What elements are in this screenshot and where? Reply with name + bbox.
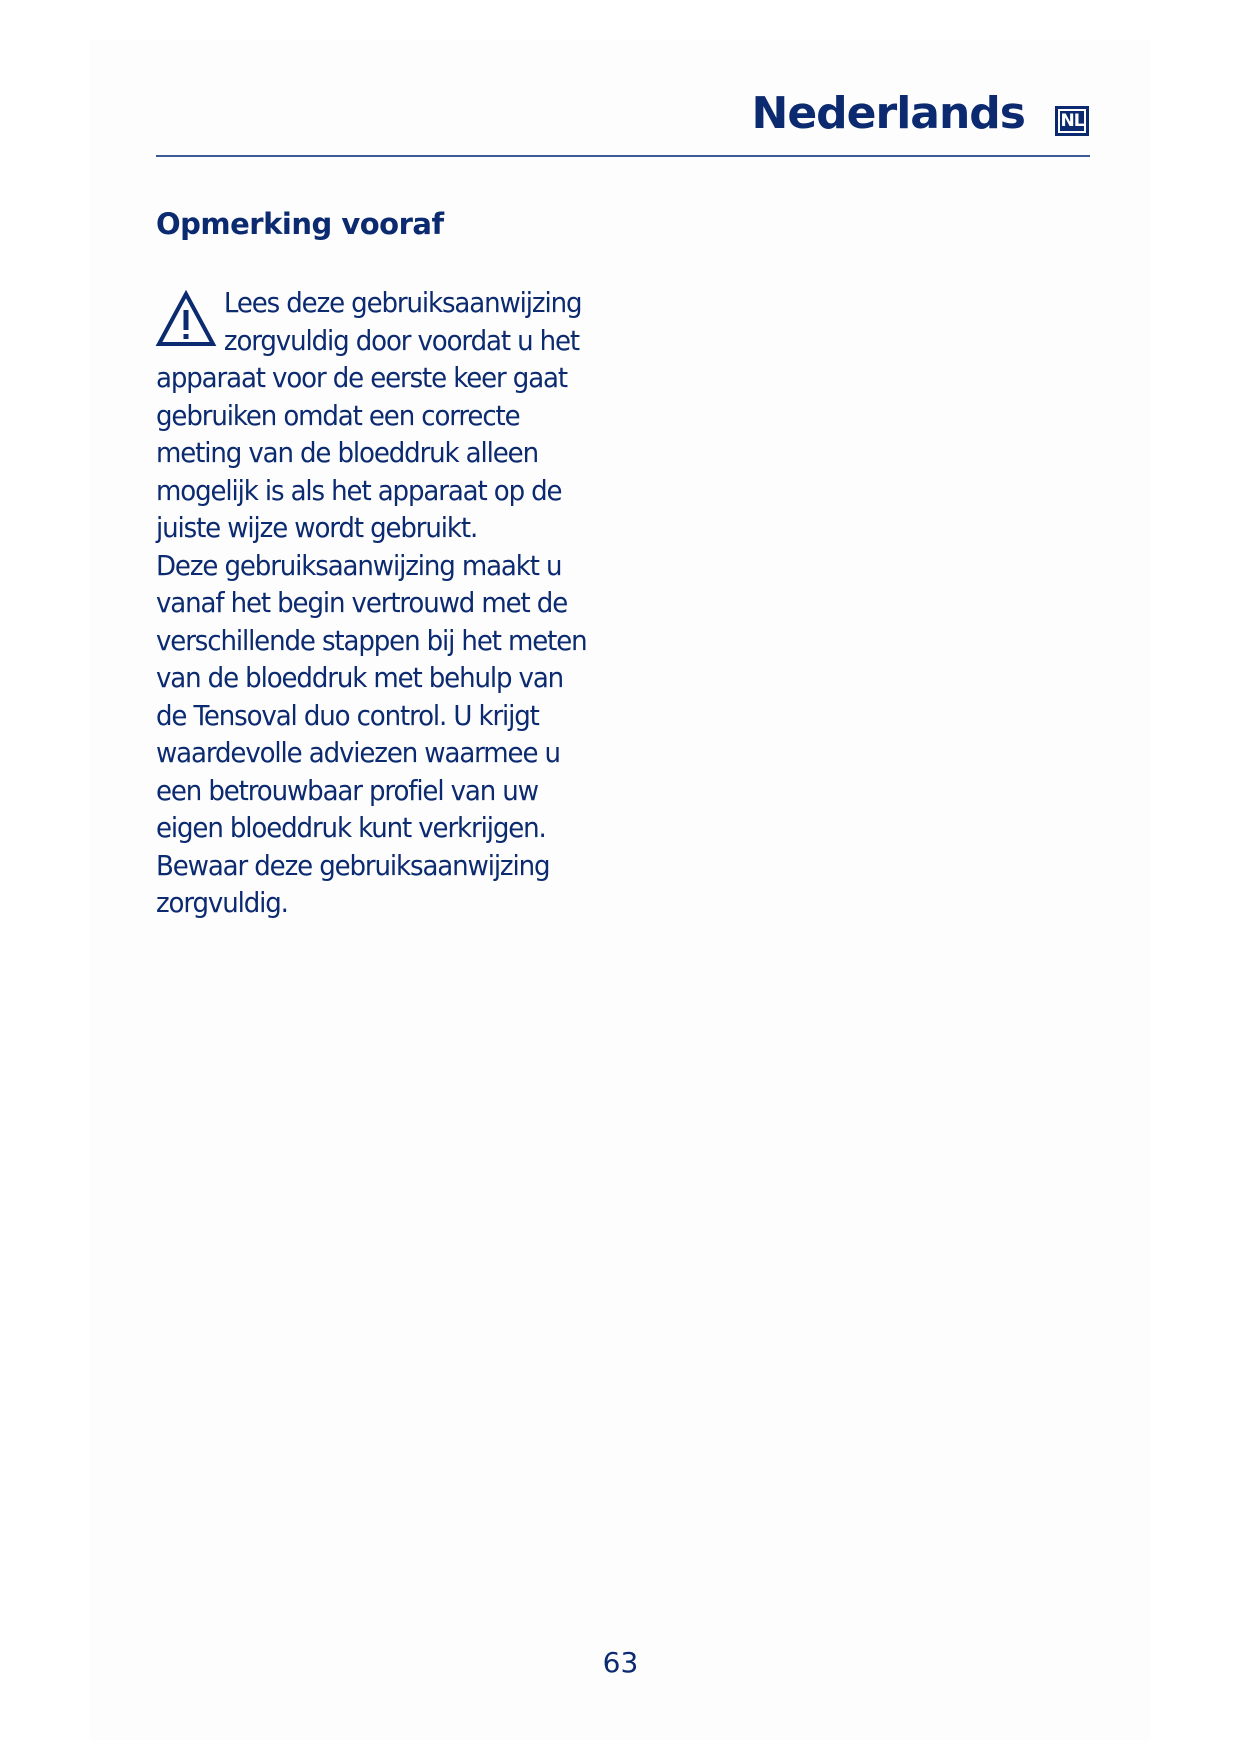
body-line: gebruiken omdat een correcte: [156, 398, 520, 432]
body-line: meting van de bloeddruk alleen: [156, 436, 538, 469]
header-divider: [156, 155, 1090, 157]
body-line: de Tensoval duo control. U krijgt: [156, 698, 539, 732]
body-line: Deze gebruiksaanwijzing maakt u: [156, 548, 562, 582]
body-line: verschillende stappen bij het meten: [156, 623, 587, 657]
body-line: Lees deze gebruiksaanwijzing: [223, 286, 582, 319]
body-line: zorgvuldig door voordat u het: [223, 323, 580, 357]
body-line: apparaat voor de eerste keer gaat: [156, 361, 568, 394]
language-badge: NL: [1055, 106, 1089, 136]
body-line: eigen bloeddruk kunt verkrijgen.: [156, 811, 546, 844]
body-line: Bewaar deze gebruiksaanwijzing: [156, 848, 550, 882]
page-header-title: Nederlands: [751, 88, 1025, 139]
body-line: juiste wijze wordt gebruikt.: [156, 511, 478, 544]
body-line: een betrouwbaar profiel van uw: [156, 773, 538, 807]
body-line: waardevolle adviezen waarmee u: [156, 736, 560, 769]
body-line: zorgvuldig.: [156, 886, 288, 919]
body-line: van de bloeddruk met behulp van: [156, 661, 564, 694]
page-number: 63: [602, 1646, 639, 1679]
body-line: vanaf het begin vertrouwd met de: [156, 586, 568, 619]
section-heading: Opmerking vooraf: [156, 207, 444, 241]
body-paragraph: [156, 284, 593, 922]
body-line: mogelijk is als het apparaat op de: [156, 473, 562, 507]
